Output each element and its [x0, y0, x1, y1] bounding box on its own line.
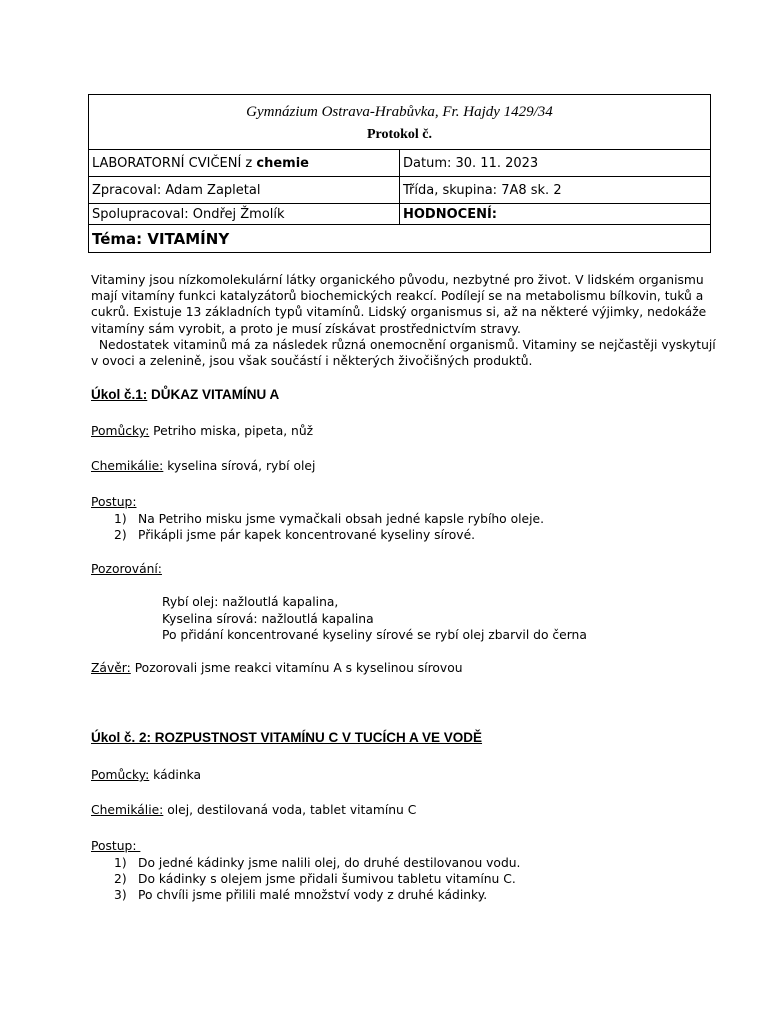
task1-chemicals [91, 458, 315, 475]
grade-cell [400, 204, 711, 225]
task2-chemicals [91, 802, 416, 819]
conclusion-value: Pozorovali jsme reakci vitamínu A s kyselinou sírovou [130, 661, 463, 675]
chemicals-value: kyselina sírová, rybí olej [163, 459, 316, 473]
topic-value: VITAMÍNY [147, 229, 230, 248]
collaborator-cell: Spolupracoval: Ondřej Žmolík [89, 204, 400, 225]
intro-line: Nedostatek vitaminů má za následek různá onemocnění organismů. Vitaminy se nejčastěji vyskytují [91, 338, 716, 352]
task2-tools [91, 767, 201, 784]
list-number: 2) [114, 528, 127, 542]
chemicals-value: olej, destilovaná voda, tablet vitamínu C [163, 803, 417, 817]
school-cell [89, 95, 711, 150]
list-item [114, 855, 520, 872]
chemicals-label: Chemikálie: [91, 803, 164, 817]
lab-exercise-cell [89, 150, 400, 177]
list-item [114, 527, 475, 544]
task1-heading-label: Úkol č.1: [91, 387, 148, 402]
task2-procedure-label: Postup: [91, 839, 141, 853]
observation-line: Kyselina sírová: nažloutlá kapalina [162, 612, 374, 626]
list-text: Do kádinky s olejem jsme přidali šumivou tabletu vitamínu C. [138, 872, 516, 886]
lab-exercise-label: LABORATORNÍ CVIČENÍ z [92, 155, 257, 171]
tools-value: kádinka [149, 768, 202, 782]
list-item [114, 511, 544, 528]
list-number: 2) [114, 872, 127, 886]
intro-line: vitamíny sám vyrobit, a proto je musí získávat prostřednictvím stravy. [91, 322, 521, 336]
class-group-cell: Třída, skupina: 7A8 sk. 2 [400, 177, 711, 204]
conclusion-label: Závěr: [91, 661, 131, 675]
task1-tools [91, 423, 313, 440]
task2-heading: Úkol č. 2: ROZPUSTNOST VITAMÍNU C V TUCÍCH A VE VODĚ [91, 730, 483, 745]
observation-line: Rybí olej: nažloutlá kapalina, [162, 595, 339, 609]
protocol-title: Protokol č. [366, 127, 433, 142]
intro-line: v ovoci a zelenině, jsou však součástí i některých živočišných produktů. [91, 354, 533, 368]
task1-conclusion [91, 660, 463, 677]
list-number: 1) [114, 512, 127, 526]
lab-subject: chemie [256, 155, 309, 171]
list-item [114, 887, 487, 904]
task1-heading [91, 387, 279, 404]
list-text: Po chvíli jsme přilili malé množství vody z druhé kádinky. [138, 888, 488, 902]
list-number: 3) [114, 888, 127, 902]
list-number: 1) [114, 856, 127, 870]
date-cell: Datum: 30. 11. 2023 [400, 150, 711, 177]
task1-procedure-label: Postup: [91, 495, 137, 509]
school-name: Gymnázium Ostrava-Hrabůvka, Fr. Hajdy 1429/34 [246, 104, 553, 120]
protocol-header-table [88, 94, 711, 253]
grade-label: HODNOCENÍ: [403, 206, 497, 222]
task1-heading-title: DŮKAZ VITAMÍNU A [147, 387, 280, 402]
topic-cell [89, 225, 711, 253]
task1-observation-label: Pozorování: [91, 562, 162, 576]
intro-line: Vitaminy jsou nízkomolekulární látky organického původu, nezbytné pro život. V lidském organismu [91, 273, 704, 287]
tools-label: Pomůcky: [91, 768, 150, 782]
tools-label: Pomůcky: [91, 424, 150, 438]
intro-line: mají vitamíny funkci katalyzátorů biochemických reakcí. Podílejí se na metabolismu bílkovin, tuků a [91, 289, 704, 303]
list-text: Na Petriho misku jsme vymačkali obsah jedné kapsle rybího oleje. [138, 512, 544, 526]
author-cell: Zpracoval: Adam Zapletal [89, 177, 400, 204]
topic-label: Téma: [92, 229, 148, 248]
tools-value: Petriho miska, pipeta, nůž [149, 424, 314, 438]
list-text: Přikápli jsme pár kapek koncentrované kyseliny sírové. [138, 528, 476, 542]
observation-line: Po přidání koncentrované kyseliny sírové se rybí olej zbarvil do černa [162, 628, 587, 642]
intro-line: cukrů. Existuje 13 základních typů vitamínů. Lidský organismus si, až na některé výjimky, nedokáže [91, 305, 707, 319]
chemicals-label: Chemikálie: [91, 459, 164, 473]
list-text: Do jedné kádinky jsme nalili olej, do druhé destilovanou vodu. [138, 856, 521, 870]
list-item [114, 871, 516, 888]
